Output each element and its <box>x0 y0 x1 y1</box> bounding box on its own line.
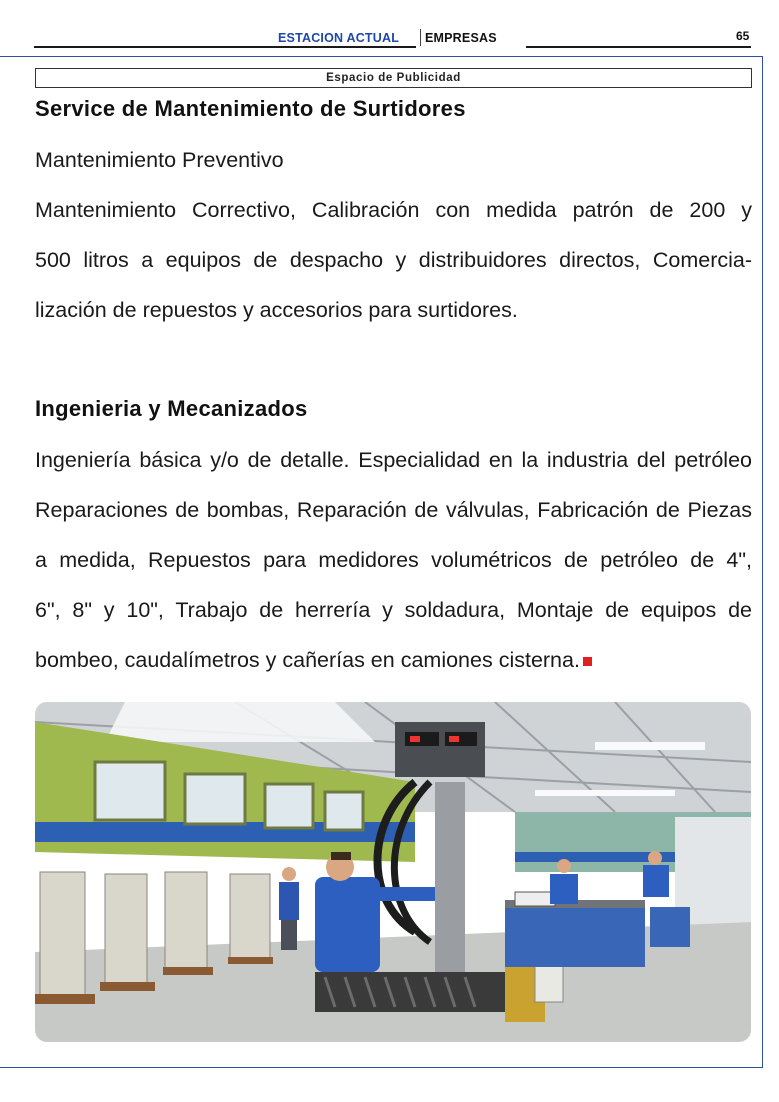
section1-line: lización de repuestos y accesorios para surtidores. <box>35 298 518 322</box>
section2-line: 6", 8" y 10", Trabajo de herrería y soldadura, Montaje de equipos de <box>35 598 752 622</box>
section1-paragraph2 <box>35 185 752 335</box>
header-category: EMPRESAS <box>425 31 497 45</box>
section1-line: 500 litros a equipos de despacho y distribuidores directos, Comercia- <box>35 248 752 272</box>
header-rule-right <box>526 46 751 48</box>
ad-space-label: Espacio de Publicidad <box>35 68 752 88</box>
workshop-photo <box>35 702 751 1042</box>
section1-title: Service de Mantenimiento de Surtidores <box>35 96 466 121</box>
section1-line: Mantenimiento Preventivo <box>35 148 284 172</box>
end-of-article-mark <box>583 657 592 666</box>
section2-line: a medida, Repuestos para medidores volumétricos de petróleo de 4", <box>35 548 752 572</box>
section2-line: Ingeniería básica y/o de detalle. Especialidad en la industria del petróleo <box>35 448 752 472</box>
section1-paragraph1 <box>35 135 752 185</box>
section2-line: Reparaciones de bombas, Reparación de válvulas, Fabricación de Piezas <box>35 498 752 522</box>
header-separator <box>420 29 421 46</box>
page-number: 65 <box>736 29 750 43</box>
header-rule-left <box>34 46 416 48</box>
section2-title: Ingenieria y Mecanizados <box>35 396 308 421</box>
section1-line: Mantenimiento Correctivo, Calibración con medida patrón de 200 y <box>35 198 752 222</box>
header-section-title: ESTACION ACTUAL <box>278 31 400 45</box>
section2-paragraph <box>35 435 752 685</box>
section2-line: bombeo, caudalímetros y cañerías en camiones cisterna. <box>35 648 580 672</box>
section2-last-line <box>35 635 752 685</box>
workshop-illustration <box>35 702 751 1042</box>
